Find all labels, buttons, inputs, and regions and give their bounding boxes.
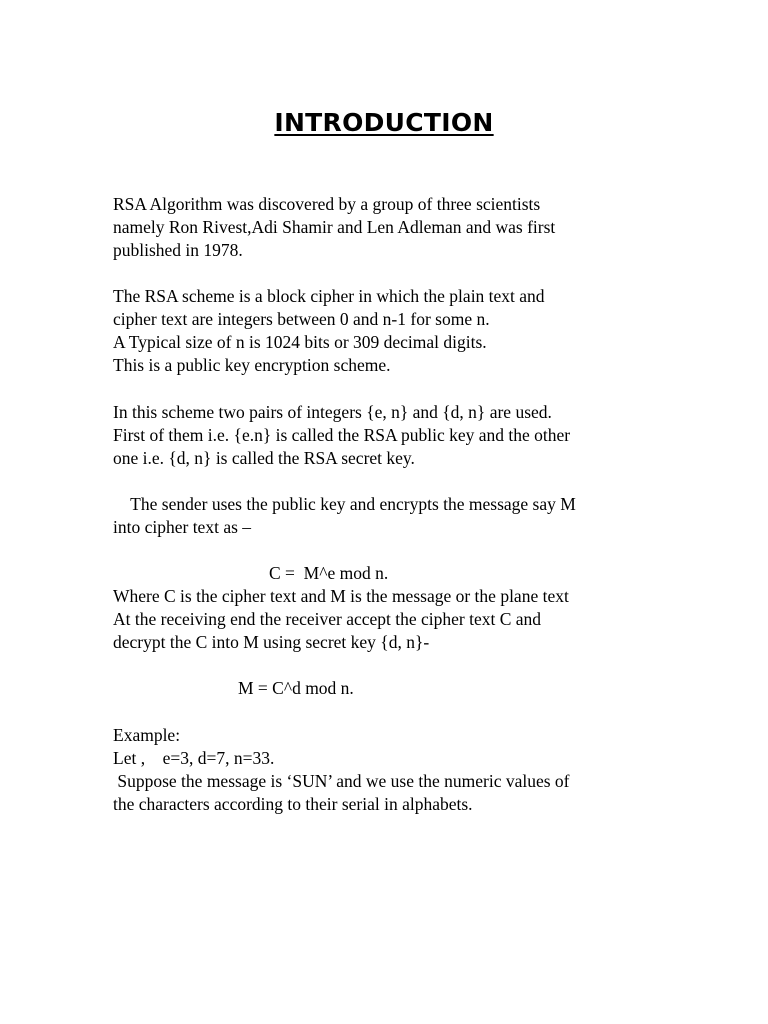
text-line: In this scheme two pairs of integers {e, n} and {d, n} are used. (113, 402, 552, 422)
example-heading: Example: (113, 725, 181, 745)
text-line: into cipher text as – (113, 517, 252, 537)
text-line: cipher text are integers between 0 and n-1 for some n. (113, 309, 490, 329)
text-line: one i.e. {d, n} is called the RSA secret key. (113, 448, 415, 468)
text-line: First of them i.e. {e.n} is called the RSA public key and the other (113, 425, 571, 445)
text-line: At the receiving end the receiver accept the cipher text C and (113, 609, 542, 629)
text-line: The sender uses the public key and encrypts the message say M (113, 494, 576, 514)
formula-encrypt: C = M^e mod n. (269, 563, 389, 583)
text-line: Suppose the message is ‘SUN’ and we use the numeric values of (113, 771, 570, 791)
text-line: Let , e=3, d=7, n=33. (113, 748, 275, 768)
text-line: RSA Algorithm was discovered by a group of three scientists (113, 194, 541, 214)
text-line: Where C is the cipher text and M is the message or the plane text (113, 586, 569, 606)
text-line: A Typical size of n is 1024 bits or 309 decimal digits. (113, 332, 487, 352)
text-line: published in 1978. (113, 240, 243, 260)
text-line: This is a public key encryption scheme. (113, 355, 391, 375)
text-line: The RSA scheme is a block cipher in which the plain text and (113, 286, 545, 306)
page-title: INTRODUCTION (274, 108, 494, 137)
formula-decrypt: M = C^d mod n. (238, 678, 354, 698)
text-line: namely Ron Rivest,Adi Shamir and Len Adleman and was first (113, 217, 556, 237)
text-line: the characters according to their serial in alphabets. (113, 794, 473, 814)
text-line: decrypt the C into M using secret key {d, n}- (113, 632, 430, 652)
